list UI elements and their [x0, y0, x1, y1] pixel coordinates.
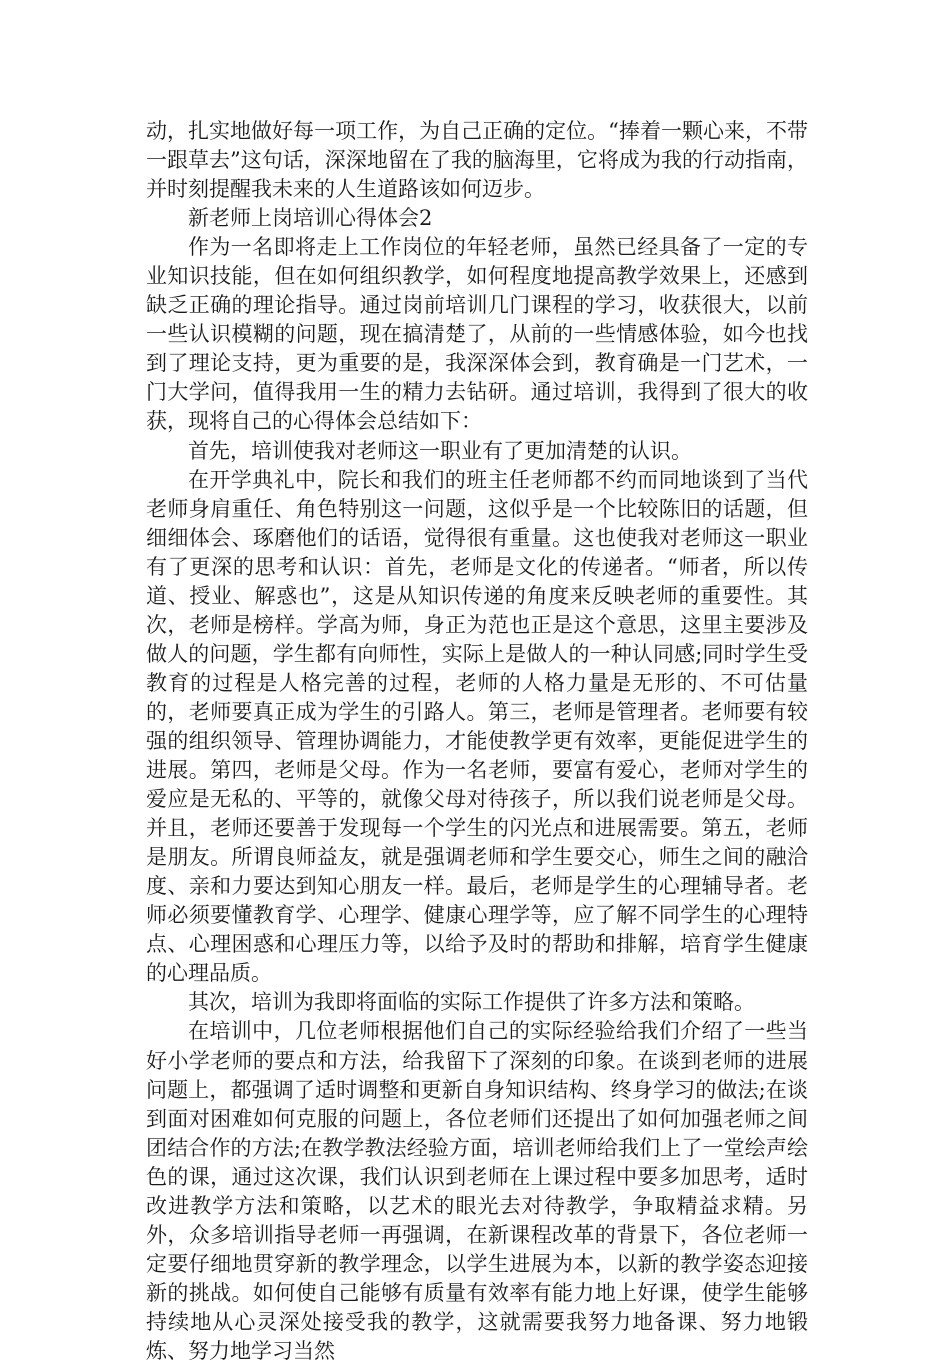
paragraph-point-2: 其次，培训为我即将面临的实际工作提供了许多方法和策略。 — [188, 990, 755, 1015]
paragraph-point-1: 首先，培训使我对老师这一职业有了更加清楚的认识。 — [188, 438, 692, 463]
paragraph-training-methods: 在培训中，几位老师根据他们自己的实际经验给我们介绍了一些当好小学老师的要点和方法，给我留下了深刻的印象。在谈到老师的进展问题上，都强调了适时调整和更新自身知识结构、终身学习的做法;在谈到面对困难如何克服的问题上，各位老师们还提出了如何加强老师之间团结合作的方法;在教学教法经验方面，培训老师给我们上了一堂绘声绘色的课，通过这次课，我们认识到老师在上课过程中要多加思考，适时改进教学方法和策略，以艺术的眼光去对待教学，争取精益求精。另外，众多培训指导老师一再强调，在新课程改革的背景下，各位老师一定要仔细地贯穿新的教学理念，以学生进展为本，以新的教学姿态迎接新的挑战。如何使自己能够有质量有效率有能力地上好课，使学生能够持续地从心灵深处接受我的教学，这就需要我努力地备课、努力地锻炼、努力地学习当然 — [146, 1019, 808, 1363]
paragraph-continued: 动，扎实地做好每一项工作，为自己正确的定位。“捧着一颗心来，不带一跟草去”这句话，深深地留在了我的脑海里，它将成为我的行动指南，并时刻提醒我未来的人生道路该如何迈步。 — [146, 119, 808, 202]
section-heading: 新老师上岗培训心得体会2 — [188, 206, 433, 231]
document-page — [146, 117, 808, 1366]
paragraph-teacher-roles: 在开学典礼中，院长和我们的班主任老师都不约而同地谈到了当代老师身肩重任、角色特别这一问题，这似乎是一个比较陈旧的话题，但细细体会、琢磨他们的话语，觉得很有重量。这也使我对老师这一职业有了更深的思考和认识：首先，老师是文化的传递者。“师者，所以传道、授业、解惑也”，这是从知识传递的角度来反映老师的重要性。其次，老师是榜样。学高为师，身正为范也正是这个意思，这里主要涉及做人的问题，学生都有向师性，实际上是做人的一种认同感;同时学生受教育的过程是人格完善的过程，老师的人格力量是无形的、不可估量的，老师要真正成为学生的引路人。第三，老师是管理者。老师要有较强的组织领导、管理协调能力，才能使教学更有效率，更能促进学生的进展。第四，老师是父母。作为一名老师，要富有爱心，老师对学生的爱应是无私的、平等的，就像父母对待孩子，所以我们说老师是父母。并且，老师还要善于发现每一个学生的闪光点和进展需要。第五，老师是朋友。所谓良师益友，就是强调老师和学生要交心，师生之间的融洽度、亲和力要达到知心朋友一样。最后，老师是学生的心理辅导者。老师必须要懂教育学、心理学、健康心理学等，应了解不同学生的心理特点、心理困惑和心理压力等，以给予及时的帮助和排解，培育学生健康的心理品质。 — [146, 467, 808, 986]
paragraph-intro: 作为一名即将走上工作岗位的年轻老师，虽然已经具备了一定的专业知识技能，但在如何组织教学，如何程度地提高教学效果上，还感到缺乏正确的理论指导。通过岗前培训几门课程的学习，收获很大，以前一些认识模糊的问题，现在搞清楚了，从前的一些情感体验，如今也找到了理论支持，更为重要的是，我深深体会到，教育确是一门艺术，一门大学问，值得我用一生的精力去钻研。通过培训，我得到了很大的收获，现将自己的心得体会总结如下： — [146, 235, 808, 434]
